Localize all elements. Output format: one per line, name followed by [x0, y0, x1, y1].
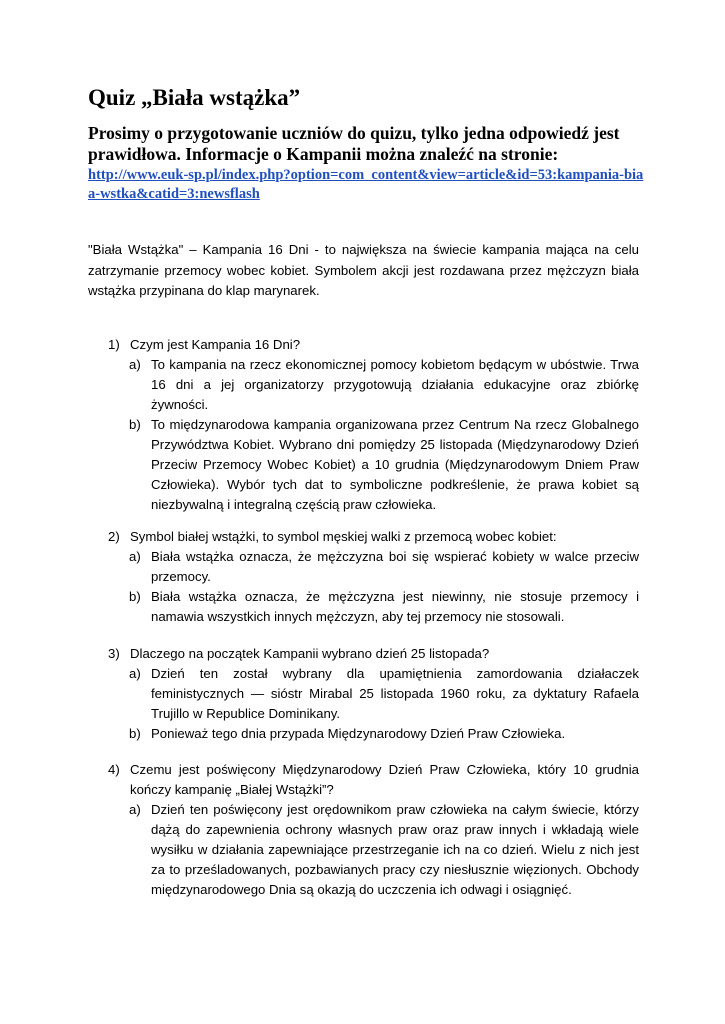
answer-option-a[interactable]	[108, 664, 639, 724]
answer-option-a[interactable]	[108, 800, 639, 900]
option-text: To kampania na rzecz ekonomicznej pomocy kobietom będącym w ubóstwie. Trwa 16 dni a jej organizatorzy przygotowują działania edukacyjne oraz zbiórkę żywności.	[151, 357, 639, 412]
question-3	[108, 644, 639, 744]
question-4	[108, 760, 639, 900]
option-letter: a)	[129, 549, 141, 564]
option-text: To międzynarodowa kampania organizowana przez Centrum Na rzecz Globalnego Przywództwa Kobiet. Wybrano dni pomiędzy 25 listopada (Międzynarodowy Dzień Przeciw Przemocy Wobec Kobiet) a 10 grudnia (Międzynarodowym Dniem Praw Człowieka). Wybór tych dat to symboliczne podkreślenie, że prawa kobiet są niezbywalną i integralną częścią praw człowieka.	[151, 417, 639, 512]
option-letter: a)	[129, 666, 141, 681]
question-label: Symbol białej wstążki, to symbol męskiej walki z przemocą wobec kobiet:	[130, 529, 557, 544]
answer-option-b[interactable]	[108, 587, 639, 627]
question-number: 4)	[108, 762, 120, 777]
question-number: 3)	[108, 646, 120, 661]
question-text	[108, 760, 639, 800]
option-text: Dzień ten został wybrany dla upamiętnienia zamordowania działaczek feministycznych — sióstr Mirabal 25 listopada 1960 roku, za dyktatury Rafaela Trujillo w Republice Dominikany.	[151, 666, 639, 721]
answer-option-b[interactable]	[108, 415, 639, 515]
option-text: Dzień ten poświęcony jest orędownikom praw człowieka na całym świecie, którzy dążą do zapewnienia ochrony własnych praw oraz praw innych i wkładają wiele wysiłku w działania zapewniające przestrzeganie ich na co dzień. Wielu z nich jest za to prześladowanych, pozbawianych pracy czy niesłusznie więzionych. Obchody międzynarodowego Dnia są okazją do uczczenia ich odwagi i osiągnięć.	[151, 802, 639, 897]
answer-option-b[interactable]	[108, 724, 639, 744]
instructions: Prosimy o przygotowanie uczniów do quizu, tylko jedna odpowiedź jest prawidłowa. Informacje o Kampanii można znaleźć na stronie:	[88, 123, 620, 164]
answer-option-a[interactable]	[108, 355, 639, 415]
question-label: Czym jest Kampania 16 Dni?	[130, 337, 301, 352]
option-text: Biała wstążka oznacza, że mężczyzna boi się wspierać kobiety w walce przeciw przemocy.	[151, 549, 639, 584]
option-letter: b)	[129, 726, 141, 741]
option-letter: a)	[129, 357, 141, 372]
page-title: Quiz „Biała wstążka”	[88, 85, 301, 110]
question-label: Czemu jest poświęcony Międzynarodowy Dzień Praw Człowieka, który 10 grudnia kończy kampanię „Białej Wstążki”?	[130, 762, 639, 797]
question-text	[108, 527, 639, 547]
question-number: 1)	[108, 337, 120, 352]
question-text	[108, 335, 639, 355]
campaign-link[interactable]: http://www.euk-sp.pl/index.php?option=com_content&view=article&id=53:kampania-biaa-wstka&catid=3:newsflash	[88, 167, 644, 202]
question-1	[108, 335, 639, 515]
question-label: Dlaczego na początek Kampanii wybrano dzień 25 listopada?	[130, 646, 490, 661]
question-number: 2)	[108, 529, 120, 544]
intro-paragraph: "Biała Wstążka" – Kampania 16 Dni - to największa na świecie kampania mająca na celu zatrzymanie przemocy wobec kobiet. Symbolem akcji jest rozdawana przez mężczyzn biała wstążka przypinana do klap marynarek.	[88, 242, 639, 298]
option-text: Biała wstążka oznacza, że mężczyzna jest niewinny, nie stosuje przemocy i namawia wszystkich innych mężczyzn, aby tej przemocy nie stosowali.	[151, 589, 639, 624]
option-letter: b)	[129, 417, 141, 432]
question-2	[108, 527, 639, 627]
option-text: Ponieważ tego dnia przypada Międzynarodowy Dzień Praw Człowieka.	[151, 726, 566, 741]
option-letter: a)	[129, 802, 141, 817]
question-text	[108, 644, 639, 664]
answer-option-a[interactable]	[108, 547, 639, 587]
option-letter: b)	[129, 589, 141, 604]
